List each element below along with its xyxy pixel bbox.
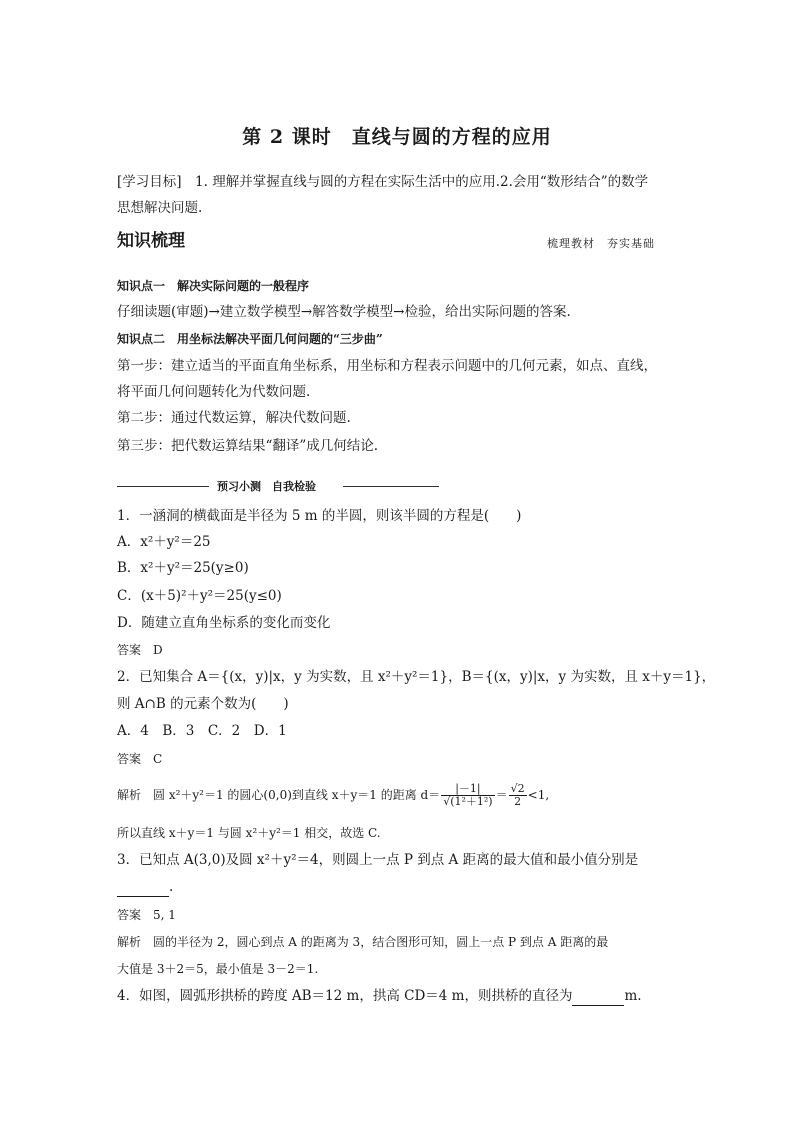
q1-option-b: B．x²＋y²＝25(y≥0) xyxy=(117,560,249,576)
q2-options: A．4 B．3 C．2 D．1 xyxy=(117,723,287,739)
q3-answer-blank[interactable] xyxy=(117,882,169,897)
q2-stem-a: 2．已知集合 A＝{(x，y)|x，y 为实数，且 x²＋y²＝1}，B＝{(x，y)|x，y 为实数，且 x＋y＝1}， xyxy=(117,669,716,685)
q4-stem-text: 4．如图，圆弧形拱桥的跨度 AB＝12 m，拱高 CD＝4 m，则拱桥的直径为 xyxy=(117,988,573,1004)
kp1-heading: 知识点一 解决实际问题的一般程序 xyxy=(117,279,310,293)
q1-option-c: C．(x＋5)²＋y²＝25(y≤0) xyxy=(117,588,282,604)
q3-stem-a: 3．已知点 A(3,0)及圆 x²＋y²＝4，则圆上一点 P 到点 A 距离的最大值和最小值分别是 xyxy=(117,852,639,868)
divider-line-left xyxy=(117,486,209,487)
divider-line-right xyxy=(343,486,439,487)
q3-stem-b xyxy=(117,877,173,897)
kp2-step1a: 第一步：建立适当的平面直角坐标系，用坐标和方程表示问题中的几何元素，如点、直线， xyxy=(117,358,657,374)
q1-stem: 1．一涵洞的横截面是半径为 5 m 的半圆，则该半圆的方程是( ) xyxy=(117,508,522,524)
divider-label: 预习小测 自我检验 xyxy=(217,480,316,493)
kp2-heading: 知识点二 用坐标法解决平面几何问题的“三步曲” xyxy=(117,332,383,346)
result-fraction xyxy=(509,783,527,808)
q2-stem-b: 则 A∩B 的元素个数为( ) xyxy=(117,696,289,712)
result-fraction-numerator: √2 xyxy=(510,782,525,795)
q2-answer: 答案 C xyxy=(117,752,163,766)
inequality-tail: <1, xyxy=(527,788,550,802)
q1-option-d: D．随建立直角坐标系的变化而变化 xyxy=(117,615,331,631)
section-header xyxy=(117,226,657,256)
q3-answer: 答案 5, 1 xyxy=(117,908,176,922)
equals-sign: ＝ xyxy=(495,788,508,802)
q3-stem-period: . xyxy=(169,879,174,895)
result-fraction-denominator: 2 xyxy=(514,795,522,808)
learning-goals-line1: [学习目标] 1. 理解并掌握直线与圆的方程在实际生活中的应用.2.会用“数形结合”的数学 xyxy=(117,174,649,190)
q1-option-a: A．x²＋y²＝25 xyxy=(117,534,211,550)
q2-analysis-line1 xyxy=(117,778,549,812)
section-subtitle: 梳理教材 夯实基础 xyxy=(547,237,655,250)
q3-analysis-line1: 解析 圆的半径为 2，圆心到点 A 的距离为 3，结合图形可知，圆上一点 P 到点 A 距离的最 xyxy=(117,935,609,949)
distance-fraction xyxy=(441,783,494,808)
q4-stem xyxy=(117,986,642,1006)
section-title: 知识梳理 xyxy=(117,231,185,251)
learning-goals-line2: 思想解决问题. xyxy=(117,200,203,216)
preview-divider xyxy=(117,478,439,494)
q2-analysis-line2: 所以直线 x＋y＝1 与圆 x²＋y²＝1 相交，故选 C. xyxy=(117,826,381,840)
distance-fraction-denominator: √(1²＋1²) xyxy=(443,795,493,808)
q3-analysis-line2: 大值是 3＋2＝5，最小值是 3－2＝1. xyxy=(117,962,319,976)
q2-analysis-text: 解析 圆 x²＋y²＝1 的圆心(0,0)到直线 x＋y＝1 的距离 d＝ xyxy=(117,788,441,802)
kp2-step2: 第二步：通过代数运算，解决代数问题. xyxy=(117,410,351,426)
q1-answer: 答案 D xyxy=(117,643,163,657)
distance-fraction-numerator: |－1| xyxy=(441,783,494,796)
q4-answer-blank[interactable] xyxy=(572,991,624,1006)
q4-stem-unit: m. xyxy=(624,988,642,1004)
kp1-body: 仔细读题(审题)→建立数学模型→解答数学模型→检验，给出实际问题的答案. xyxy=(117,304,571,320)
kp2-step3: 第三步：把代数运算结果“翻译”成几何结论. xyxy=(117,438,379,454)
kp2-step1b: 将平面几何问题转化为代数问题. xyxy=(117,384,311,400)
page-title: 第 2 课时 直线与圆的方程的应用 xyxy=(242,126,552,148)
